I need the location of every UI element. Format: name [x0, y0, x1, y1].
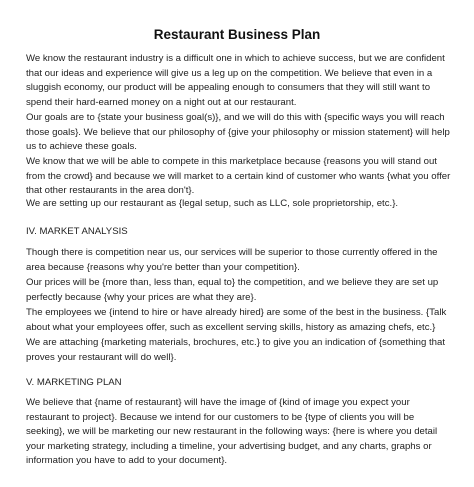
paragraph-line: Our goals are to {state your business goal(s)}, and we will do this with {specific ways you will reach — [26, 112, 445, 123]
paragraph-legal — [26, 197, 466, 212]
paragraph-line: that other restaurants in the area don't}. — [26, 185, 195, 196]
paragraph-line: The employees we {intend to hire or have already hired} are some of the best in the business. {Talk — [26, 307, 447, 318]
paragraph-line: sluggish economy, our product will be appealing enough to consumers that they will still want to — [26, 82, 431, 93]
section-heading-marketing-plan: V. MARKETING PLAN — [26, 377, 122, 388]
paragraph-goals — [26, 111, 466, 155]
paragraph-line: We believe that {name of restaurant} will have the image of {kind of image you expect your — [26, 397, 410, 408]
paragraph-line: We know the restaurant industry is a difficult one in which to achieve success, but we are confident — [26, 53, 445, 64]
paragraph-line: spend their hard-earned money on a night out at our restaurant. — [26, 96, 297, 108]
paragraph-line: We are setting up our restaurant as {legal setup, such as LLC, sole proprietorship, etc.}. — [26, 198, 399, 209]
paragraph-compete — [26, 155, 466, 199]
paragraph-line: restaurant to project}. Because we intend for our customers to be {type of clients you will be — [26, 411, 415, 423]
paragraph-line: about what your employees offer, such as excellent serving skills, history as amazing chefs, etc.} — [26, 321, 436, 333]
paragraph-line: area because {reasons why you're better than your competition}. — [26, 261, 300, 273]
paragraph-employees — [26, 306, 466, 335]
paragraph-line: those goals}. We believe that our philosophy of {give your philosophy or mission statement} will help — [26, 126, 450, 138]
paragraph-line: that our ideas and experience will give us a leg up on the competition. We believe that even in a — [26, 67, 433, 79]
paragraph-prices — [26, 276, 466, 305]
section-heading-market-analysis: IV. MARKET ANALYSIS — [26, 226, 128, 237]
paragraph-line: We are attaching {marketing materials, brochures, etc.} to give you an indication of {something that — [26, 337, 445, 348]
paragraph-line: seeking}, we will be marketing our new restaurant in the following ways: {here is where you detail — [26, 426, 438, 437]
paragraph-line: Our prices will be {more than, less than, equal to} the competition, and we believe they are set up — [26, 277, 439, 288]
paragraph-line: perfectly because {why your prices are what they are}. — [26, 291, 257, 303]
paragraph-line: We know that we will be able to compete in this marketplace because {reasons you will stand out — [26, 156, 437, 167]
paragraph-line: information you have to add to your document}. — [26, 455, 228, 466]
paragraph-line: us to achieve these goals. — [26, 141, 137, 152]
paragraph-line: your marketing strategy, including a timeline, your advertising budget, and any charts, graphs or — [26, 440, 432, 452]
paragraph-attachments — [26, 336, 466, 365]
paragraph-competition — [26, 246, 466, 275]
paragraph-marketing — [26, 396, 466, 469]
paragraph-intro — [26, 52, 466, 110]
paragraph-line: Though there is competition near us, our services will be superior to those currently offered in the — [26, 247, 438, 258]
document-title: Restaurant Business Plan — [153, 27, 321, 42]
paragraph-line: from the crowd} and because we will market to a certain kind of customer who wants {what you offer — [26, 170, 451, 182]
paragraph-line: proves your restaurant will do well}. — [26, 351, 177, 363]
